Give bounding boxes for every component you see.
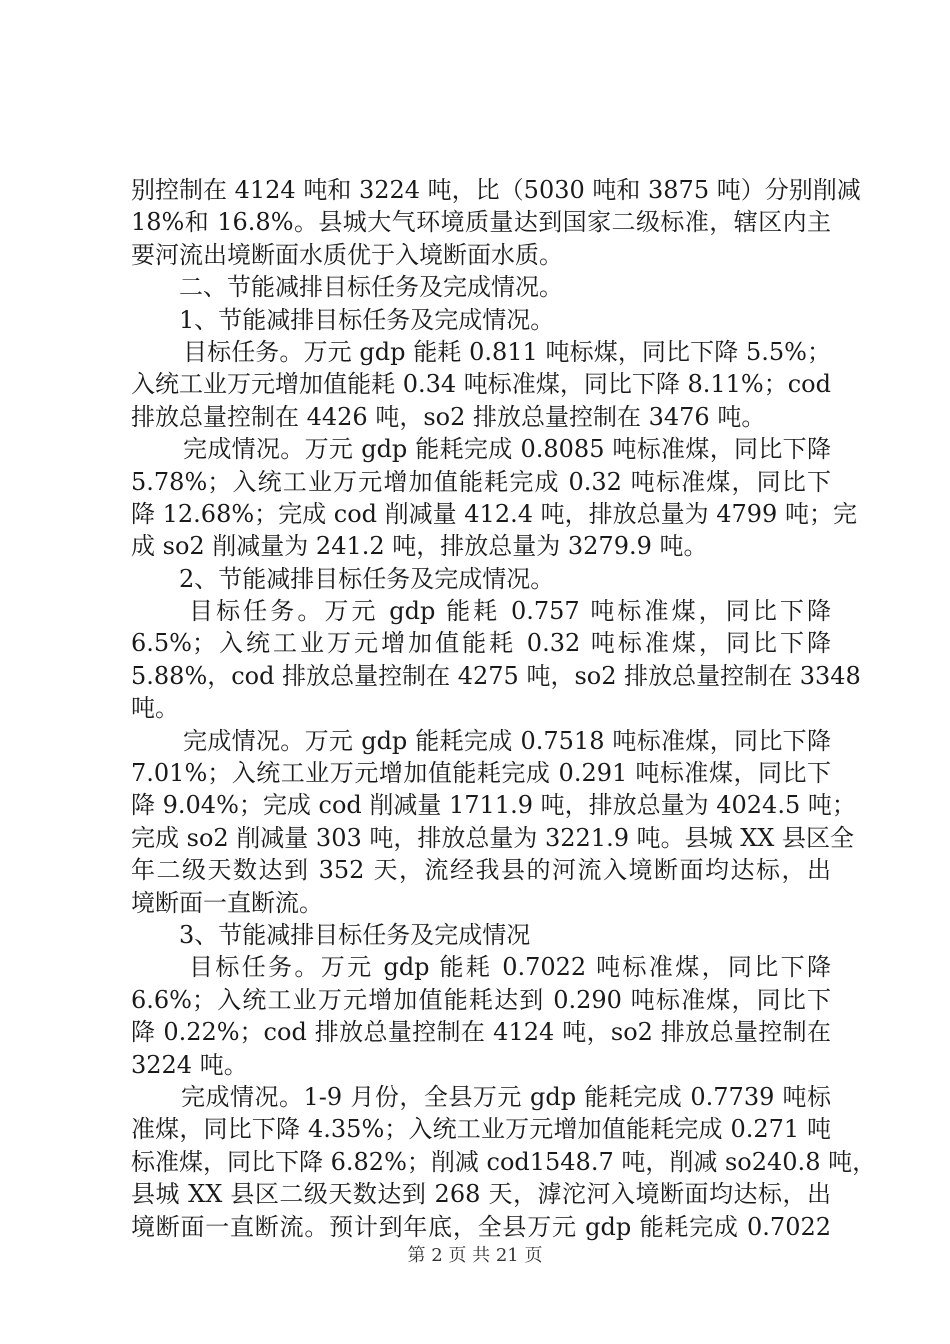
text-line: 境断面一直断流。 (131, 888, 323, 917)
text-line: 标准煤，同比下降 6.82%；削减 cod1548.7 吨，削减 so240.8 吨， (131, 1147, 877, 1176)
text-line: 降 0.22%；cod 排放总量控制在 4124 吨，so2 排放总量控制在 (131, 1018, 831, 1047)
subsection-heading: 2、节能减排目标任务及完成情况。 (179, 564, 555, 593)
text-line: 7.01%；入统工业万元增加值能耗完成 0.291 吨标准煤，同比下 (131, 759, 831, 788)
subsection-heading: 3、节能减排目标任务及完成情况 (179, 920, 531, 949)
text-line: 成 so2 削减量为 241.2 吨，排放总量为 3279.9 吨。 (131, 532, 708, 561)
document-body (131, 174, 877, 1243)
text-line: 要河流出境断面水质优于入境断面水质。 (131, 240, 563, 269)
text-line: 完成情况。1-9 月份，全县万元 gdp 能耗完成 0.7739 吨标 (181, 1082, 831, 1111)
text-line: 降 12.68%；完成 cod 削减量 412.4 吨，排放总量为 4799 吨；完 (131, 499, 857, 528)
text-line: 6.5%；入统工业万元增加值能耗 0.32 吨标准煤，同比下降 (131, 629, 831, 658)
text-line: 排放总量控制在 4426 吨，so2 排放总量控制在 3476 吨。 (131, 402, 766, 431)
text-line: 3224 吨。 (131, 1050, 248, 1079)
text-line: 别控制在 4124 吨和 3224 吨，比（5030 吨和 3875 吨）分别削减 (131, 176, 861, 204)
text-line: 入统工业万元增加值能耗 0.34 吨标准煤，同比下降 8.11%；cod (131, 370, 831, 399)
section-heading: 二、节能减排目标任务及完成情况。 (179, 273, 563, 302)
text-line: 完成 so2 削减量 303 吨，排放总量为 3221.9 吨。县城 XX 县区全 (131, 823, 855, 852)
subsection-heading: 1、节能减排目标任务及完成情况。 (179, 305, 555, 334)
page-footer: 第 2 页 共 21 页 (407, 1245, 543, 1266)
text-line: 目标任务。万元 gdp 能耗 0.7022 吨标准煤，同比下降 (189, 953, 831, 982)
text-line: 准煤，同比下降 4.35%；入统工业万元增加值能耗完成 0.271 吨 (131, 1115, 831, 1144)
text-line: 目标任务。万元 gdp 能耗 0.811 吨标煤，同比下降 5.5%； (183, 337, 831, 366)
text-line: 目标任务。万元 gdp 能耗 0.757 吨标准煤，同比下降 (189, 597, 831, 626)
text-line: 5.88%，cod 排放总量控制在 4275 吨，so2 排放总量控制在 3348 (131, 661, 861, 690)
text-line: 吨。 (131, 694, 179, 723)
text-line: 18%和 16.8%。县城大气环境质量达到国家二级标准，辖区内主 (131, 208, 831, 237)
text-line: 完成情况。万元 gdp 能耗完成 0.8085 吨标准煤，同比下降 (183, 435, 831, 464)
text-line: 境断面一直断流。预计到年底，全县万元 gdp 能耗完成 0.7022 (131, 1212, 831, 1241)
text-line: 降 9.04%；完成 cod 削减量 1711.9 吨，排放总量为 4024.5 吨； (131, 791, 856, 820)
text-line: 县城 XX 县区二级天数达到 268 天，滹沱河入境断面均达标，出 (131, 1180, 831, 1209)
text-line: 5.78%；入统工业万元增加值能耗完成 0.32 吨标准煤，同比下 (131, 467, 831, 496)
text-line: 完成情况。万元 gdp 能耗完成 0.7518 吨标准煤，同比下降 (183, 726, 831, 755)
text-line: 6.6%；入统工业万元增加值能耗达到 0.290 吨标准煤，同比下 (131, 985, 831, 1014)
text-line: 年二级天数达到 352 天，流经我县的河流入境断面均达标，出 (131, 856, 831, 885)
